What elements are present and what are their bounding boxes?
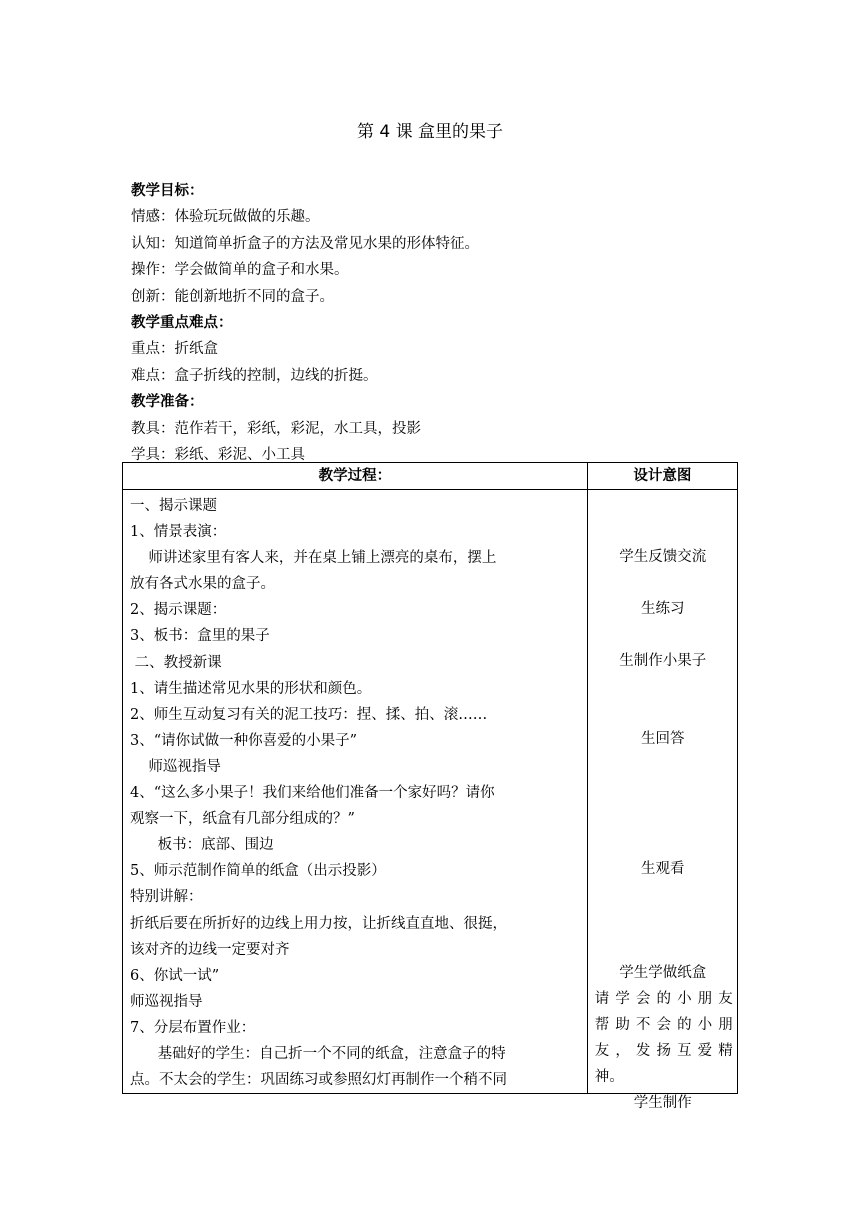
intent-note: 生制作小果子 bbox=[619, 653, 707, 669]
process-line: 师巡视指导 bbox=[130, 993, 203, 1010]
table-body-row bbox=[123, 490, 738, 1094]
intro-line: 创新：能创新地折不同的盒子。 bbox=[131, 288, 334, 305]
process-line: 5、师示范制作简单的纸盒（出示投影） bbox=[130, 863, 386, 880]
intent-note: 生回答 bbox=[641, 731, 685, 747]
section-heading: 教学准备： bbox=[131, 394, 204, 411]
process-line: 3、板书：盒里的果子 bbox=[130, 628, 270, 645]
process-line: 二、教授新课 bbox=[130, 654, 222, 671]
intent-note: 生观看 bbox=[641, 861, 685, 877]
intro-line: 教具：范作若干，彩纸，彩泥，水工具，投影 bbox=[131, 420, 421, 437]
table-header-row bbox=[123, 463, 738, 490]
process-line: 2、揭示课题： bbox=[130, 602, 227, 619]
lesson-intro bbox=[131, 178, 751, 468]
process-line: 该对齐的边线一定要对齐 bbox=[130, 941, 290, 958]
intent-note: 学生制作 bbox=[633, 1095, 692, 1111]
intent-note-line: 帮助不会的小朋 bbox=[594, 1017, 733, 1034]
intro-line: 操作：学会做简单的盒子和水果。 bbox=[131, 262, 349, 279]
section-heading: 教学目标： bbox=[131, 183, 204, 199]
process-line: 6、你试一试” bbox=[130, 967, 220, 984]
intro-line: 情感：体验玩玩做做的乐趣。 bbox=[131, 209, 320, 226]
process-line: 一、揭示课题 bbox=[130, 498, 217, 514]
process-line: 1、请生描述常见水果的形状和颜色。 bbox=[130, 680, 372, 697]
intent-note-line: 友，发扬互爱精 bbox=[594, 1043, 733, 1060]
process-line: 折纸后要在所折好的边线上用力按，让折线直直地、很挺， bbox=[130, 915, 507, 932]
process-line: 师巡视指导 bbox=[130, 758, 221, 775]
process-line: 3、“请你试做一种你喜爱的小果子” bbox=[130, 732, 358, 749]
process-line: 7、分层布置作业： bbox=[130, 1019, 256, 1036]
intent-note: 学生反馈交流 bbox=[619, 549, 707, 565]
process-line: 板书：底部、围边 bbox=[130, 837, 274, 854]
process-line: 观察一下，纸盒有几部分组成的？” bbox=[130, 811, 355, 828]
lesson-title: 第 4 课 盒里的果子 bbox=[356, 122, 504, 142]
header-intent: 设计意图 bbox=[587, 463, 737, 490]
intro-line: 认知：知道简单折盒子的方法及常见水果的形体特征。 bbox=[131, 235, 479, 252]
intro-line: 学具：彩纸、彩泥、小工具 bbox=[131, 446, 305, 463]
process-line: 基础好的学生：自己折一个不同的纸盒，注意盒子的特 bbox=[130, 1045, 506, 1062]
process-cell bbox=[123, 490, 588, 1094]
process-line: 2、师生互动复习有关的泥工技巧：捏、揉、拍、滚…… bbox=[130, 706, 488, 723]
intent-note-line: 神。 bbox=[594, 1069, 624, 1086]
header-process: 教学过程： bbox=[123, 463, 588, 490]
intent-cell bbox=[587, 490, 737, 1111]
process-line: 4、“这么多小果子！我们来给他们准备一个家好吗？请你 bbox=[130, 785, 495, 802]
intent-note-paragraph bbox=[595, 986, 733, 1090]
intent-note-line: 请学会的小朋友 bbox=[594, 991, 733, 1007]
intent-note: 生练习 bbox=[641, 601, 685, 617]
section-heading: 教学重点难点： bbox=[131, 314, 233, 331]
lesson-process-table bbox=[122, 462, 738, 1111]
intro-line: 难点：盒子折线的控制，边线的折挺。 bbox=[131, 367, 378, 384]
process-line: 师讲述家里有客人来，并在桌上铺上漂亮的桌布，摆上 bbox=[130, 550, 497, 567]
intent-note: 学生学做纸盒 bbox=[619, 965, 707, 981]
process-line: 点。不太会的学生：巩固练习或参照幻灯再制作一个稍不同 bbox=[130, 1072, 507, 1089]
intro-line: 重点：折纸盒 bbox=[131, 341, 218, 358]
process-line: 1、情景表演： bbox=[130, 524, 227, 541]
process-line: 特别讲解： bbox=[130, 889, 203, 906]
process-line: 放有各式水果的盒子。 bbox=[130, 576, 275, 593]
